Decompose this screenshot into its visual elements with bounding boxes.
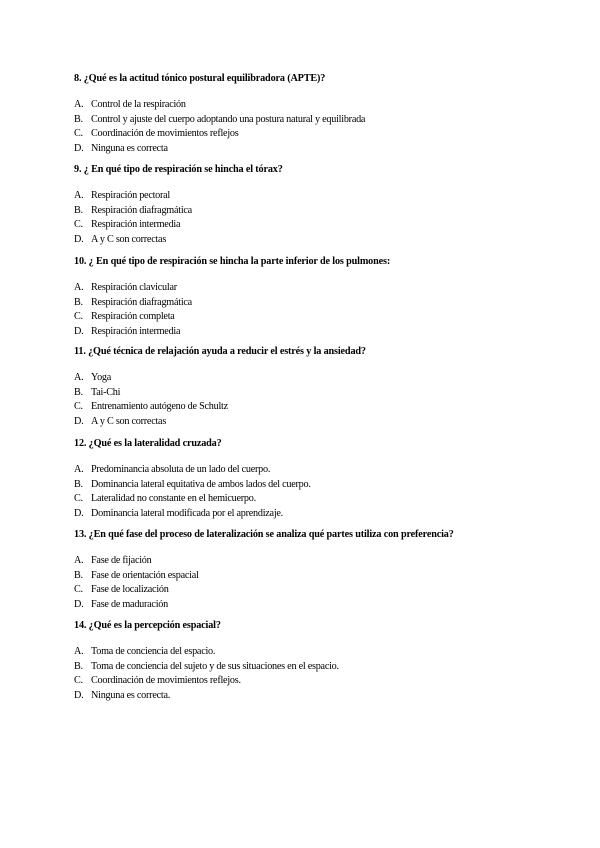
option-letter: D. [74, 598, 84, 610]
question-10 [74, 255, 574, 339]
option-letter: C. [74, 675, 83, 687]
question-title: 9. ¿ En qué tipo de respiración se hincha el tórax? [74, 164, 283, 175]
option-c [74, 218, 574, 233]
option-text: Respiración clavicular [91, 282, 177, 293]
option-list [74, 371, 574, 429]
option-letter: C. [74, 493, 83, 505]
option-text: Respiración intermedia [91, 219, 181, 231]
option-letter: A. [74, 372, 84, 383]
option-b [74, 113, 574, 128]
option-text: Yoga [91, 372, 112, 383]
option-text: Ninguna es correcta. [91, 689, 171, 701]
option-text: Control de la respiración [91, 99, 186, 110]
option-list [74, 189, 574, 247]
option-text: Fase de fijación [91, 555, 152, 566]
question-title: 14. ¿Qué es la percepción espacial? [74, 620, 221, 631]
option-letter: B. [74, 569, 83, 581]
option-c [74, 310, 574, 325]
option-text: Fase de maduración [91, 598, 168, 610]
option-list [74, 281, 574, 339]
option-letter: A. [74, 555, 84, 566]
option-c [74, 400, 574, 415]
option-list [74, 98, 574, 156]
option-text: Respiración diafragmática [91, 296, 192, 308]
option-text: Respiración diafragmática [91, 204, 192, 216]
option-d [74, 325, 574, 340]
option-letter: D. [74, 689, 84, 701]
option-text: A y C son correctas [91, 415, 167, 427]
option-a [74, 371, 574, 386]
option-text: Dominancia lateral modificada por el aprendizaje. [91, 507, 283, 519]
option-letter: A. [74, 282, 84, 293]
option-text: Toma de conciencia del espacio. [91, 646, 216, 657]
option-text: Fase de orientación espacial [91, 569, 199, 581]
option-b [74, 660, 574, 675]
option-letter: B. [74, 478, 83, 490]
option-text: Fase de localización [91, 584, 169, 596]
question-11 [74, 345, 574, 429]
option-letter: D. [74, 233, 84, 245]
question-title: 12. ¿Qué es la lateralidad cruzada? [74, 438, 222, 449]
option-text: Dominancia lateral equitativa de ambos lados del cuerpo. [91, 478, 311, 490]
option-letter: A. [74, 646, 84, 657]
option-c [74, 492, 574, 507]
option-text: Coordinación de movimientos reflejos [91, 128, 239, 140]
option-a [74, 98, 574, 113]
option-text: Toma de conciencia del sujeto y de sus situaciones en el espacio. [91, 660, 339, 672]
option-a [74, 189, 574, 204]
option-text: Lateralidad no constante en el hemicuerpo. [91, 493, 256, 505]
question-title: 13. ¿En qué fase del proceso de lateralización se analiza qué partes utiliza con preferencia? [74, 529, 454, 540]
option-text: Respiración pectoral [91, 190, 171, 201]
question-title: 8. ¿Qué es la actitud tónico postural equilibradora (APTE)? [74, 73, 326, 84]
option-letter: A. [74, 464, 84, 475]
option-text: Control y ajuste del cuerpo adoptando una postura natural y equilibrada [91, 113, 366, 125]
option-letter: C. [74, 584, 83, 596]
option-letter: A. [74, 190, 84, 201]
option-c [74, 674, 574, 689]
option-b [74, 204, 574, 219]
option-d [74, 507, 574, 522]
option-letter: B. [74, 386, 83, 398]
option-letter: A. [74, 99, 84, 110]
question-title: 10. ¿ En qué tipo de respiración se hincha la parte inferior de los pulmones: [74, 256, 391, 267]
option-letter: C. [74, 219, 83, 231]
question-12 [74, 437, 574, 521]
option-a [74, 463, 574, 478]
option-text: Respiración intermedia [91, 325, 181, 337]
option-text: Respiración completa [91, 311, 175, 323]
option-d [74, 233, 574, 248]
question-9 [74, 163, 574, 247]
option-a [74, 554, 574, 569]
option-list [74, 463, 574, 521]
option-a [74, 281, 574, 296]
option-list [74, 554, 574, 612]
option-c [74, 127, 574, 142]
question-13 [74, 528, 574, 612]
question-title: 11. ¿Qué técnica de relajación ayuda a reducir el estrés y la ansiedad? [74, 346, 366, 357]
option-b [74, 569, 574, 584]
option-c [74, 583, 574, 598]
option-letter: D. [74, 142, 84, 154]
option-letter: B. [74, 204, 83, 216]
option-d [74, 598, 574, 613]
option-letter: B. [74, 113, 83, 125]
option-a [74, 645, 574, 660]
question-8 [74, 72, 574, 156]
option-letter: D. [74, 325, 84, 337]
option-text: Predominancia absoluta de un lado del cuerpo. [91, 464, 271, 475]
option-b [74, 296, 574, 311]
option-letter: B. [74, 660, 83, 672]
option-d [74, 142, 574, 157]
option-letter: C. [74, 128, 83, 140]
question-14 [74, 619, 574, 703]
option-b [74, 478, 574, 493]
option-text: Coordinación de movimientos reflejos. [91, 675, 241, 687]
option-letter: D. [74, 415, 84, 427]
option-text: A y C son correctas [91, 233, 167, 245]
option-text: Ninguna es correcta [91, 142, 168, 154]
option-text: Tai-Chi [91, 386, 121, 398]
option-list [74, 645, 574, 703]
option-letter: D. [74, 507, 84, 519]
option-b [74, 386, 574, 401]
option-text: Entrenamiento autógeno de Schultz [91, 401, 228, 413]
option-letter: C. [74, 311, 83, 323]
option-letter: C. [74, 401, 83, 413]
option-d [74, 689, 574, 704]
option-letter: B. [74, 296, 83, 308]
option-d [74, 415, 574, 430]
